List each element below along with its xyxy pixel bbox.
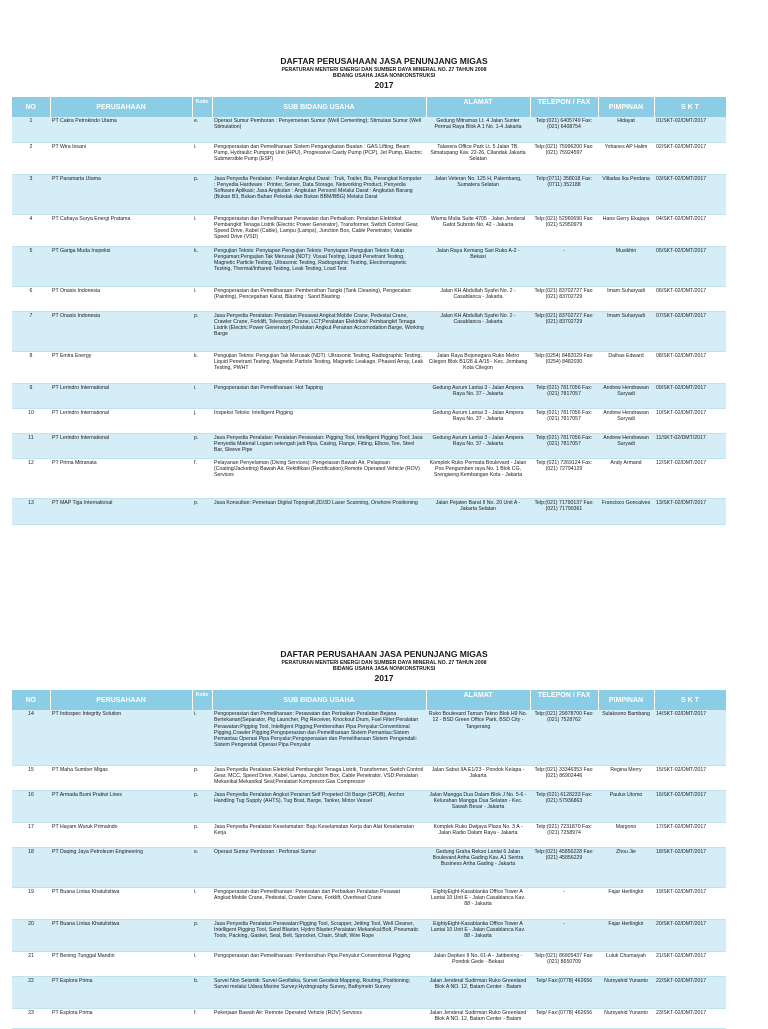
- row-leader: Margono: [598, 822, 654, 847]
- table-row: [12, 887, 726, 919]
- regulation-line-page2: PERATURAN MENTERI ENERGI DAN SUMBER DAYA MINERAL NO. 27 TAHUN 2008: [281, 660, 487, 666]
- col-address-header: ALAMAT: [426, 97, 530, 117]
- row-no: 15: [12, 765, 50, 790]
- table-row: [12, 142, 726, 174]
- row-no: 1: [12, 117, 50, 142]
- row-skt: 17/SKT-02/DMT/2017: [654, 822, 726, 847]
- table-row: [12, 790, 726, 822]
- row-address: Komplek Ruko Dwijaya Plaza No. 3 A - Jalan Radio Dalam Raya - Jakarta: [426, 822, 530, 847]
- row-sub-field: Jasa Penyedia Peralatan: Peralatan Pesawat Angkat:Mobile Crane, Pedestal Crane, Crawler Crane, Forklift, Telescopic Crane, LCT;Peralatan Elektrikal: Pembangkit Tenaga Listrik (Electric Power Generator);Peralatan Angkut Perairan:Accomodation Barge, Working Barge: [212, 311, 426, 351]
- table-row: [12, 498, 726, 524]
- row-leader: Yohanes AP Halim: [598, 142, 654, 174]
- row-address: Jalan KH Abdullah Syafei No. 2 - Casablanca - Jakarta: [426, 311, 530, 351]
- row-leader: Andrew Hendrawan Suryadi: [598, 383, 654, 408]
- row-leader: Francisco Goncalves: [598, 498, 654, 524]
- row-phone: Telp:(021) 83702727 Fax:(021) 83702729: [530, 286, 598, 311]
- row-no: 6: [12, 286, 50, 311]
- row-no: 4: [12, 214, 50, 246]
- row-company: PT MAP Tiga International: [50, 498, 192, 524]
- row-phone: Telp:(021) 83702727 Fax:(021) 83702729: [530, 311, 598, 351]
- row-leader: Paulus Utomo: [598, 790, 654, 822]
- table-row: [12, 286, 726, 311]
- table-row: [12, 847, 726, 887]
- row-company: PT Esplora Prima: [50, 1008, 192, 1028]
- row-skt: 01/SKT-02/DMT/2017: [654, 117, 726, 142]
- col-sub-field-header: SUB BIDANG USAHA: [212, 97, 426, 117]
- row-address: Gedung Aurum Lantai 3 - Jalan Ampera Raya No. 37 - Jakarta: [426, 383, 530, 408]
- row-no: 17: [12, 822, 50, 847]
- table-row: [12, 433, 726, 458]
- col-phone-header: TELEPON / FAX: [530, 690, 598, 710]
- col-sub-field-header: SUB BIDANG USAHA: [212, 690, 426, 710]
- row-sub-field: Jasa Penyedia Peralatan: Peralatan Perawatan: Pigging Tool, Intelligent Pigging Tool; Jasa Penyedia Material Logam setengah jadi:Pipa, Casing, Flange, Fitting, Elbow, Tee, Steel Bar, Sleeve Pipe: [212, 433, 426, 458]
- table-row: [12, 1008, 726, 1028]
- row-sub-field: Pengujian Teknis: Pengujian Tak Merusak (NDT): Ultrasonic Testing, Radiographic Testing, Liquid Penetrant Testing, Magnetic Particle Testing, Magnetic Leakage, Phased Array, Leak Testing, PWHT: [212, 351, 426, 383]
- row-phone: Telp:(021) 7817056 Fax:(021) 7817057: [530, 433, 598, 458]
- row-company: PT Cakra Petrokindo Utama: [50, 117, 192, 142]
- table-row: [12, 383, 726, 408]
- row-no: 5: [12, 246, 50, 286]
- row-skt: 22/SKT-02/DMT/2017: [654, 976, 726, 1008]
- col-code-header: Kode: [192, 690, 212, 710]
- document-title: DAFTAR PERUSAHAAN JASA PENUNJANG MIGAS: [280, 56, 488, 66]
- row-sub-field: Pengoperasian dan Pemeliharaan: Perawatan dan Perbaikan Peralatan Bejana Bertekanan(Separator, Pig Launcher, Pig Receiver, Knockout Drum, Fuel Filter;Peralatan Perawatan:Pigging Tool, Intelligent Pigging;Pembersihan Pipa Penyalur:Conventional Pigging,Crawler Pigging;Pengoperasian dan Pemeliharaan Sistem Pemantau:Sistem Pemantau Operasi Pipa Penyalur;Pengoperasian dan Pemeliharaan Sistem Pengendali: Sistem Pengendali Operasi Pipa Penyalur: [212, 710, 426, 765]
- row-company: PT Onasis Indonesia: [50, 311, 192, 351]
- row-no: 16: [12, 790, 50, 822]
- row-company: PT Indospec Integrity Solution: [50, 710, 192, 765]
- row-phone: Telp:(0254) 8482029 Fax:(0254) 8482030: [530, 351, 598, 383]
- row-no: 7: [12, 311, 50, 351]
- row-skt: 11/SKT-02/DMT/2017: [654, 433, 726, 458]
- row-leader: Fajar Herlingkir: [598, 919, 654, 951]
- table-row: [12, 919, 726, 951]
- row-address: Gedung Aurum Lantai 3 - Jalan Ampera Raya No. 37 - Jakarta: [426, 408, 530, 433]
- row-no: 12: [12, 458, 50, 498]
- row-skt: 08/SKT-02/DMT/2017: [654, 351, 726, 383]
- row-phone: -: [530, 246, 598, 286]
- company-table-page2: [12, 690, 727, 1029]
- row-sub-field: Pengoperasian dan Pemeliharaan: Pembersihan Tangki (Tank Cleaning), Pengecatan (Painting), Pencegahan Karat, Blasting : Sand Blasting: [212, 286, 426, 311]
- row-sub-field: Jasa Penyedia Peralatan Keselamatan: Baju Keselamatan Kerja dan Alat Keselamatan Kerja: [212, 822, 426, 847]
- col-no-header: NO: [12, 97, 50, 117]
- row-sub-field: Pengoperasian dan Pemeliharaan Perawatan dan Perbaikan: Peralatan Elektrikal: Pembangkit Tenaga Listrik (Electric Power Generator), Transformer, Switch Control Gear, Speed Drive, Kabel (Cable), Lampu (Lamps), Junction Box, Cable Penetrator, Variable Speed Drive (VSD): [212, 214, 426, 246]
- row-no: 21: [12, 951, 50, 976]
- row-skt: 12/SKT-02/DMT/2017: [654, 458, 726, 498]
- row-company: PT Paramarta Utama: [50, 174, 192, 214]
- row-no: 10: [12, 408, 50, 433]
- col-leader-header: PIMPINAN: [598, 97, 654, 117]
- row-sub-field: Operasi Sumur Pemboran : Penyemenan Sumur (Well Cementing); Stimulasi Sumur (Well Stimulation): [212, 117, 426, 142]
- table-row: [12, 408, 726, 433]
- row-address: Jalan Raya Bojonegara Ruko Metro Cilegon Blok B1/28 & A/15 - Kec. Jombang Kota Cilegon: [426, 351, 530, 383]
- row-phone: Telp:(021) 29978700 Fax:(021) 7528762: [530, 710, 598, 765]
- row-code: f.: [192, 458, 212, 498]
- row-address: Talavera Office Park Lt. 5 Jalan TB. Simatupang Kav. 22-26, Cilandak Jakarta Selatan: [426, 142, 530, 174]
- row-sub-field: Jasa Penyedia Peralatan Perawatan:Pigging Tool, Scrapper, Jetting Tool, Well Cleaner, Intelligent Pigging Tool, Sand Blaster, Hydro Blaster;Peralatan Mekanikal:Bolt, Pneumatic Tools, Packing, Gasket, Seal, Belt, Sprocket, Chain, Shaft, Wire Rope: [212, 919, 426, 951]
- row-phone: Telp:(0711) 358018 Fax:(0711) 352188: [530, 174, 598, 214]
- table-row: [12, 765, 726, 790]
- row-code: i.: [192, 142, 212, 174]
- row-no: 20: [12, 919, 50, 951]
- row-skt: 23/SKT-02/DMT/2017: [654, 1008, 726, 1028]
- row-code: f.: [192, 1008, 212, 1028]
- table-row: [12, 822, 726, 847]
- table-row: [12, 174, 726, 214]
- row-no: 22: [12, 976, 50, 1008]
- row-leader: Regina Merry: [598, 765, 654, 790]
- col-phone-header: TELEPON / FAX: [530, 97, 598, 117]
- row-code: p.: [192, 822, 212, 847]
- row-leader: Nursyahid Yunanto: [598, 1008, 654, 1028]
- col-leader-header: PIMPINAN: [598, 690, 654, 710]
- row-leader: Luluk Chumaiyah: [598, 951, 654, 976]
- row-code: k.: [192, 246, 212, 286]
- row-company: PT Onasis Indonesia: [50, 286, 192, 311]
- row-address: Jalan Raya Kemang Sari Ruko A-2 - Bekasi: [426, 246, 530, 286]
- row-code: i.: [192, 383, 212, 408]
- row-code: i.: [192, 286, 212, 311]
- row-sub-field: Pengoperasian dan Pemeliharaan: Hot Tapping: [212, 383, 426, 408]
- row-sub-field: Survei Non Seismik: Survei Geofisika, Survei Geodesi:Mapping, Routing, Positioning; Survei melalui Udara;Marine Survey:Hydrography Survey, Bathymetri Survey: [212, 976, 426, 1008]
- row-address: Jalan Jenderal Sudirman Ruko Greenland Blok A NO. 12, Batam Center - Batam: [426, 976, 530, 1008]
- row-no: 14: [12, 710, 50, 765]
- row-phone: Telp:(021) 52960690 Fax:(021) 52950979: [530, 214, 598, 246]
- row-skt: 14/SKT-02/DMT/2017: [654, 710, 726, 765]
- col-skt-header: S K T: [654, 690, 726, 710]
- table-row: [12, 458, 726, 498]
- row-no: 3: [12, 174, 50, 214]
- row-code: p.: [192, 790, 212, 822]
- row-sub-field: Jasa Penyedia Peralatan : Peralatan Angkut Darat : Truk, Trailer, Bis, Perangkat Komputer : Penyedia Hardware : Printer, Server, Data Storage, Networking Product, Penyedia Software Aplikasi; Jasa Angkutan : Angkutan Personil Melalui Darat : Angkutan Barang (Bukan B3, Bukan Bahan Peledak dan Bukan BBM/BBG) Melalui Darat: [212, 174, 426, 214]
- row-skt: 15/SKT-02/DMT/2017: [654, 765, 726, 790]
- table-row: [12, 214, 726, 246]
- row-company: PT Cahaya Surya Energi Pratama: [50, 214, 192, 246]
- row-address: Jalan KH Abdullah Syafei No. 2 - Casablanca - Jakarta: [426, 286, 530, 311]
- row-phone: Telp:(021) 71790137 Fax:(021) 71790361: [530, 498, 598, 524]
- row-leader: Nursyahid Yunanto: [598, 976, 654, 1008]
- table-row: [12, 311, 726, 351]
- col-company-header: PERUSAHAAN: [50, 690, 192, 710]
- row-skt: 13/SKT-02/DMT/2017: [654, 498, 726, 524]
- row-sub-field: Pengoperasian dan Pemeliharaan Sistem Pengangkatan Buatan : GAS Lifting, Beam Pump, Hydraulic Pumping Unit (HPU), Progressive Cavity Pump (PCP), Jet Pump, Electric Submersible Pump (ESP): [212, 142, 426, 174]
- row-address: Jalan Mangga Dua Dalam Blok J No. 5-6 - Kelurahan Mangga Dua Selatan - Kec. Sawah Besar - Jakarta: [426, 790, 530, 822]
- table-row: [12, 951, 726, 976]
- row-sub-field: Jasa Penyedia Peralatan Elektrikal:Pembangkit Tenaga Listrik, Transformer, Switch Control Gear, MCC, Speed Drive, Kabel, Lampu, Junction Box, Cable Penetrator, VSD;Peralatan Mekanikal:Mekanikal Seal;Peralatan Kompresor:Gas Compressor: [212, 765, 426, 790]
- row-company: PT Bening Tunggal Mandiri: [50, 951, 192, 976]
- row-company: PT Buana Lintas Khatulistiwa: [50, 919, 192, 951]
- document-year: 2017: [374, 80, 394, 90]
- col-address-header: ALAMAT: [426, 690, 530, 710]
- table-header-row: [12, 97, 726, 117]
- row-sub-field: Pengoperasian dan Pemeliharaan: Pembersihan Pipa Penyalur:Conventional Pigging: [212, 951, 426, 976]
- row-code: i.: [192, 951, 212, 976]
- document-title-page2: DAFTAR PERUSAHAAN JASA PENUNJANG MIGAS: [280, 649, 488, 659]
- row-code: p.: [192, 433, 212, 458]
- row-company: PT Lerindro International: [50, 408, 192, 433]
- company-table-page1: [12, 97, 727, 525]
- row-code: p.: [192, 174, 212, 214]
- row-company: PT Daqing Jaya Petroleum Engineering: [50, 847, 192, 887]
- row-sub-field: Pengoperasian dan Pemeliharaan: Perawatan dan Perbaikan Peralatan Pesawat Angkat:Mobile Crane, Pedestal, Crawler Crane, Forklift, Overhead Crane: [212, 887, 426, 919]
- row-leader: Zhou Jie: [598, 847, 654, 887]
- table-row: [12, 976, 726, 1008]
- row-skt: 16/SKT-02/DMT/2017: [654, 790, 726, 822]
- row-leader: Villadas Ika Perdana: [598, 174, 654, 214]
- col-no-header: NO: [12, 690, 50, 710]
- row-sub-field: Inspeksi Teknis: Intelligent Pigging: [212, 408, 426, 433]
- row-no: 9: [12, 383, 50, 408]
- row-skt: 05/SKT-02/DMT/2017: [654, 246, 726, 286]
- field-line-page2: BIDANG USAHA JASA NONKONSTRUKSI: [332, 666, 436, 672]
- row-leader: Imam Suharyadi: [598, 311, 654, 351]
- row-skt: 07/SKT-02/DMT/2017: [654, 311, 726, 351]
- table-header-row-page2: [12, 690, 726, 710]
- row-phone: Telp:(021) 6128233 Fax:(021) 57936863: [530, 790, 598, 822]
- row-code: i.: [192, 887, 212, 919]
- row-address: Gedung Graha Rekso Lantai 6 Jalan Boulevard Artha Gading Kav. A1 Sentra Business Artha Gading - Jakarta: [426, 847, 530, 887]
- field-line: BIDANG USAHA JASA NONKONSTRUKSI: [332, 73, 436, 79]
- row-company: PT Wira Insani: [50, 142, 192, 174]
- row-no: 2: [12, 142, 50, 174]
- row-sub-field: Pekerjaan Bawah Air: Remote Operated Vehicle (ROV) Services: [212, 1008, 426, 1028]
- row-skt: 19/SKT-02/DMT/2017: [654, 887, 726, 919]
- row-address: Komplek Ruko Permata Boulevard - Jalan Pos Pengumben raya No. 1 Blok CG, Srengseng Kembangan Kota - Jakarta: [426, 458, 530, 498]
- row-company: PT Armada Bumi Pratiwi Lines: [50, 790, 192, 822]
- row-leader: Hidayat: [598, 117, 654, 142]
- row-phone: -: [530, 887, 598, 919]
- row-skt: 02/SKT-02/DMT/2017: [654, 142, 726, 174]
- row-skt: 21/SKT-02/DMT/2017: [654, 951, 726, 976]
- col-code-header: Kode: [192, 97, 212, 117]
- row-company: PT Buana Lintas Khatulistiwa: [50, 887, 192, 919]
- row-phone: Telp:(021) 75996200 Fax:(021) 75924597: [530, 142, 598, 174]
- row-address: Gedung Mitramas Lt. 4 Jalan Sunter Permai Raya Blok A 1 No. 1-4 Jakarta: [426, 117, 530, 142]
- row-skt: 18/SKT-02/DMT/2017: [654, 847, 726, 887]
- row-leader: Musikhin: [598, 246, 654, 286]
- row-leader: Sulaksono Bambang: [598, 710, 654, 765]
- table-row: [12, 710, 726, 765]
- row-company: PT Lerindro International: [50, 383, 192, 408]
- row-code: i.: [192, 710, 212, 765]
- row-code: e.: [192, 117, 212, 142]
- row-address: EightyEight-Kasablanka Office Tower A Lantai 10 Unit E - Jalan Casablanca Kav. 88 - Jakarta: [426, 919, 530, 951]
- row-address: Jalan Depkes II No. 61-A - Jatibening - Pondok Gede - Bekasi: [426, 951, 530, 976]
- row-company: PT Gariga Muda Inspeksi: [50, 246, 192, 286]
- table-row: [12, 246, 726, 286]
- col-skt-header: S K T: [654, 97, 726, 117]
- row-phone: Telp:(021) 7231870 Fax:(021) 7258974: [530, 822, 598, 847]
- row-sub-field: Operasi Sumur Pemboran : Perforasi Sumur: [212, 847, 426, 887]
- table-row: [12, 117, 726, 142]
- row-code: p.: [192, 311, 212, 351]
- row-company: PT Emira Energy: [50, 351, 192, 383]
- document-year-page2: 2017: [374, 673, 394, 683]
- row-code: p.: [192, 498, 212, 524]
- row-leader: Fajar Herlingkir: [598, 887, 654, 919]
- row-company: PT Hayam Wuruk Primaindo: [50, 822, 192, 847]
- row-skt: 06/SKT-02/DMT/2017: [654, 286, 726, 311]
- row-phone: Telp:(021) 45856228 Fax:(021) 45856229: [530, 847, 598, 887]
- row-code: p.: [192, 919, 212, 951]
- row-sub-field: Jasa Penyedia Peralatan Angkut Perairan:Self Propeted Oil Barge (SPOB), Anchor Handling Tug Supply (AHTS), Tug Boat, Barge, Tanker, Motor Vessel: [212, 790, 426, 822]
- row-leader: Andy Armand: [598, 458, 654, 498]
- row-code: p.: [192, 765, 212, 790]
- table-row: [12, 351, 726, 383]
- row-no: 8: [12, 351, 50, 383]
- row-company: PT Lerindro International: [50, 433, 192, 458]
- row-company: PT Maha Sumber Migas: [50, 765, 192, 790]
- row-phone: Telp:(021) 6405749 Fax:(021) 6408754: [530, 117, 598, 142]
- row-address: Jalan Sabut IIA E1/23 - Pondok Kelapa - Jakarta: [426, 765, 530, 790]
- row-phone: Telp:(021) 7817056 Fax:(021) 7817057: [530, 408, 598, 433]
- row-address: Ruko Boulevard Taman Tekno Blok H9 No. 12 - BSD Green Office Park, BSD City - Tangerang: [426, 710, 530, 765]
- col-company-header: PERUSAHAAN: [50, 97, 192, 117]
- row-phone: -: [530, 919, 598, 951]
- row-phone: Telp:(021) 86905437 Fax:(021) 8650709: [530, 951, 598, 976]
- row-leader: Andrew Hendrawan Suryadi: [598, 408, 654, 433]
- row-skt: 20/SKT-02/DMT/2017: [654, 919, 726, 951]
- row-no: 18: [12, 847, 50, 887]
- row-code: b.: [192, 976, 212, 1008]
- row-company: PT Prima Mitranata: [50, 458, 192, 498]
- row-phone: Telp:(021) 7817056 Fax:(021) 7817057: [530, 383, 598, 408]
- row-phone: Telp/ Fax:(0778) 462656: [530, 1008, 598, 1028]
- row-sub-field: Pengujian Teknis: Penyiapan Pengujian Teknis: Penyiapan Pengujian Teknis Katup Pengaman;Pengujian Tak Merusak (NDT): Visual Testing, Liquid Penetrant Testing, Magnetic Particle Testing, Ultrasonic Testing, Radiographic Testing, Electromagnetic Testing, Thermal/Infrared Testing, Leak Testing, Load Test: [212, 246, 426, 286]
- row-leader: Imam Suharyadi: [598, 286, 654, 311]
- row-no: 19: [12, 887, 50, 919]
- row-address: Jalan Veteran No. 125 H, Palembang, Sumatera Selatan: [426, 174, 530, 214]
- row-code: k.: [192, 351, 212, 383]
- row-code: e.: [192, 847, 212, 887]
- row-leader: Dalhas Edward: [598, 351, 654, 383]
- row-skt: 10/SKT-02/DMT/2017: [654, 408, 726, 433]
- row-skt: 09/SKT-02/DMT/2017: [654, 383, 726, 408]
- row-no: 13: [12, 498, 50, 524]
- row-code: j.: [192, 408, 212, 433]
- row-phone: Telp:(021) 33346353 Fax:(021) 86902446: [530, 765, 598, 790]
- row-leader: Andrew Hendrawan Suryadi: [598, 433, 654, 458]
- row-address: Wisma Mulia Suite 4705 - Jalan Jenderal Gatot Subroto No. 42 - Jakarta: [426, 214, 530, 246]
- row-leader: Hans Gerry Ekajaya: [598, 214, 654, 246]
- row-no: 23: [12, 1008, 50, 1028]
- row-no: 11: [12, 433, 50, 458]
- row-address: EightyEight-Kasablanka Office Tower A Lantai 10 Unit E - Jalan Casablanca Kav. 88 - Jakarta: [426, 887, 530, 919]
- row-phone: Telp/ Fax:(0778) 462656: [530, 976, 598, 1008]
- row-sub-field: Jasa Konsultan: Pemetaan Digital Topografi,2D/3D Laser Scanning, Onshore Positioning: [212, 498, 426, 524]
- row-company: PT Esplora Prima: [50, 976, 192, 1008]
- row-phone: Telp:(021) 7269124 Fax:(021) 72794129: [530, 458, 598, 498]
- row-address: Jalan Jenderal Sudirman Ruko Greenland Blok A NO. 12, Batam Center - Batam: [426, 1008, 530, 1028]
- row-address: Gedung Aurum Lantai 3 - Jalan Ampera Raya No. 37 - Jakarta: [426, 433, 530, 458]
- row-skt: 03/SKT-02/DMT/2017: [654, 174, 726, 214]
- row-code: i.: [192, 214, 212, 246]
- row-skt: 04/SKT-02/DMT/2017: [654, 214, 726, 246]
- regulation-line: PERATURAN MENTERI ENERGI DAN SUMBER DAYA MINERAL NO. 27 TAHUN 2008: [281, 67, 487, 73]
- row-address: Jalan Pejaten Barat II No. 20 Unit A - Jakarta Selatan: [426, 498, 530, 524]
- row-sub-field: Pelayanan Penyelaman (Diving Services): Pengelasan Bawah Air, Pelapisan (Coating/Jacketing) Bawah Air, Rektifikasi (Rectification);Remote Operated Vehicle (ROV) Services: [212, 458, 426, 498]
